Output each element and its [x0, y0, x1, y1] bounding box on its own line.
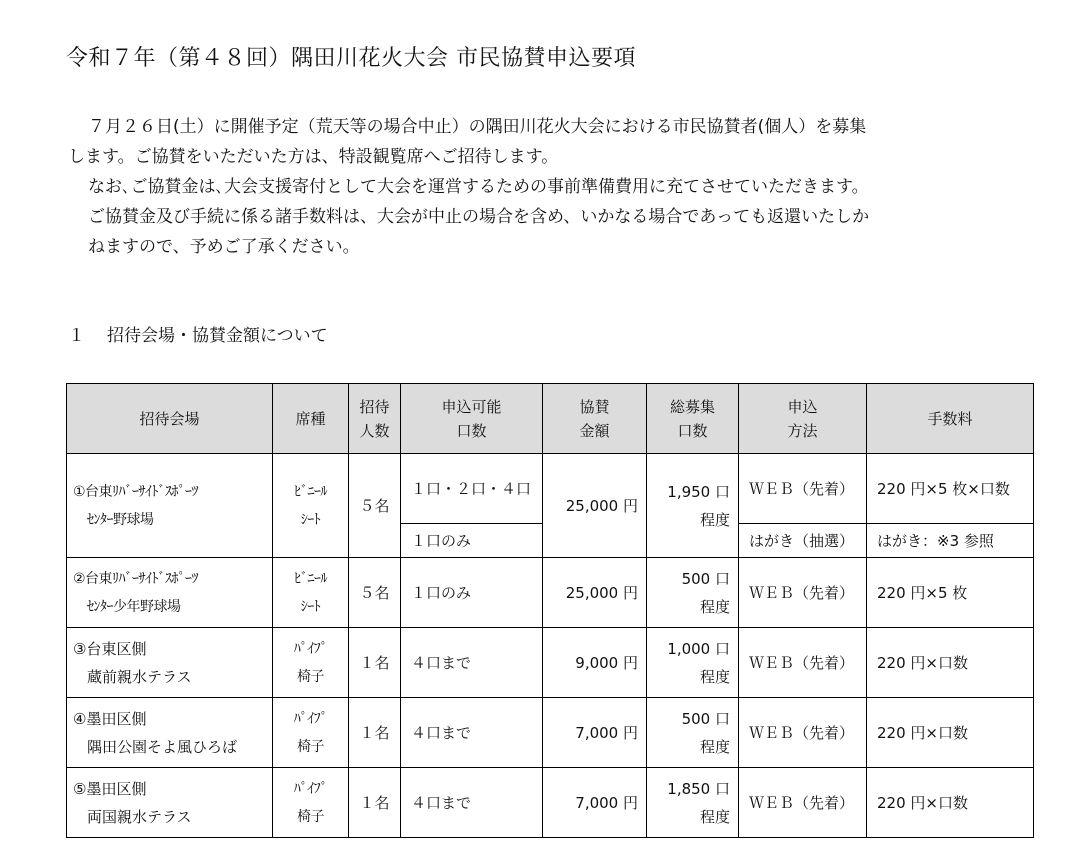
total-cell: 500 口 程度 — [647, 698, 739, 768]
page-title: 令和７年（第４８回）隅田川花火大会 市民協賛申込要項 — [66, 46, 636, 71]
units-cell: １口・２口・４口 — [401, 454, 543, 524]
intro-paragraph-1-line-1: ７月２６日(土）に開催予定（荒天等の場合中止）の隅田川花火大会における市民協賛者(個人）を募集 — [88, 117, 867, 137]
section-heading — [68, 323, 328, 349]
fee-cell: 220 円×5 枚×口数 — [867, 454, 1034, 524]
seat-cell: ﾊﾟｲﾌﾟ 椅子 — [273, 628, 349, 698]
intro-text — [68, 112, 1028, 262]
seat-cell: ﾊﾟｲﾌﾟ 椅子 — [273, 698, 349, 768]
amount-cell: 25,000 円 — [543, 454, 647, 558]
method-cell: ＷＥＢ（先着） — [739, 558, 867, 628]
amount-cell: 7,000 円 — [543, 768, 647, 838]
units-cell: ４口まで — [401, 628, 543, 698]
seat-cell: ﾋﾞﾆｰﾙ ｼｰﾄ — [273, 558, 349, 628]
fee-cell: はがき：※3 参照 — [867, 524, 1034, 558]
units-cell: ４口まで — [401, 698, 543, 768]
venue-cell: ③台東区側 蔵前親水テラス — [67, 628, 273, 698]
amount-cell: 9,000 円 — [543, 628, 647, 698]
seat-cell: ﾊﾟｲﾌﾟ 椅子 — [273, 768, 349, 838]
total-cell: 1,950 口 程度 — [647, 454, 739, 558]
section-title: 招待会場・協賛金額について — [107, 326, 328, 346]
table-header-row — [67, 384, 1034, 454]
header-seat: 席種 — [273, 384, 349, 454]
table-row — [67, 698, 1034, 768]
table-row — [67, 454, 1034, 524]
method-cell: ＷＥＢ（先着） — [739, 698, 867, 768]
seat-cell: ﾋﾞﾆｰﾙ ｼｰﾄ — [273, 454, 349, 558]
intro-paragraph-1-line-2: します。ご協賛をいただいた方は、特設観覧席へご招待します。 — [68, 147, 559, 167]
venue-cell: ②台東ﾘﾊﾞｰｻｲﾄﾞｽﾎﾟｰﾂ ｾﾝﾀｰ少年野球場 — [67, 558, 273, 628]
fee-cell: 220 円×口数 — [867, 768, 1034, 838]
amount-cell: 25,000 円 — [543, 558, 647, 628]
people-cell: １名 — [349, 628, 401, 698]
header-people: 招待 人数 — [349, 384, 401, 454]
units-cell: １口のみ — [401, 524, 543, 558]
section-number: １ — [68, 326, 85, 346]
units-cell: １口のみ — [401, 558, 543, 628]
venue-table — [66, 383, 1034, 838]
people-cell: ５名 — [349, 558, 401, 628]
total-cell: 1,850 口 程度 — [647, 768, 739, 838]
header-venue: 招待会場 — [67, 384, 273, 454]
method-cell: ＷＥＢ（先着） — [739, 768, 867, 838]
header-total: 総募集 口数 — [647, 384, 739, 454]
fee-cell: 220 円×口数 — [867, 628, 1034, 698]
intro-paragraph-3-line-1: ご協賛金及び手続に係る諸手数料は、大会が中止の場合を含め、いかなる場合であっても返還いたしか — [88, 207, 870, 227]
people-cell: １名 — [349, 698, 401, 768]
people-cell: １名 — [349, 768, 401, 838]
total-cell: 500 口 程度 — [647, 558, 739, 628]
total-cell: 1,000 口 程度 — [647, 628, 739, 698]
header-units: 申込可能 口数 — [401, 384, 543, 454]
intro-paragraph-3-line-2: ねますので、予めご了承ください。 — [88, 237, 360, 257]
fee-cell: 220 円×5 枚 — [867, 558, 1034, 628]
method-cell: ＷＥＢ（先着） — [739, 628, 867, 698]
header-fee: 手数料 — [867, 384, 1034, 454]
table-row — [67, 768, 1034, 838]
venue-cell: ⑤墨田区側 両国親水テラス — [67, 768, 273, 838]
table-row — [67, 558, 1034, 628]
method-cell: ＷＥＢ（先着） — [739, 454, 867, 524]
method-cell: はがき（抽選） — [739, 524, 867, 558]
people-cell: ５名 — [349, 454, 401, 558]
fee-cell: 220 円×口数 — [867, 698, 1034, 768]
intro-paragraph-2: なお､ご協賛金は､大会支援寄付として大会を運営するための事前準備費用に充てさせていただきます。 — [88, 177, 869, 197]
header-amount: 協賛 金額 — [543, 384, 647, 454]
header-method: 申込 方法 — [739, 384, 867, 454]
table-row — [67, 628, 1034, 698]
venue-cell: ①台東ﾘﾊﾞｰｻｲﾄﾞｽﾎﾟｰﾂ ｾﾝﾀｰ野球場 — [67, 454, 273, 558]
amount-cell: 7,000 円 — [543, 698, 647, 768]
units-cell: ４口まで — [401, 768, 543, 838]
venue-cell: ④墨田区側 隅田公園そよ風ひろば — [67, 698, 273, 768]
